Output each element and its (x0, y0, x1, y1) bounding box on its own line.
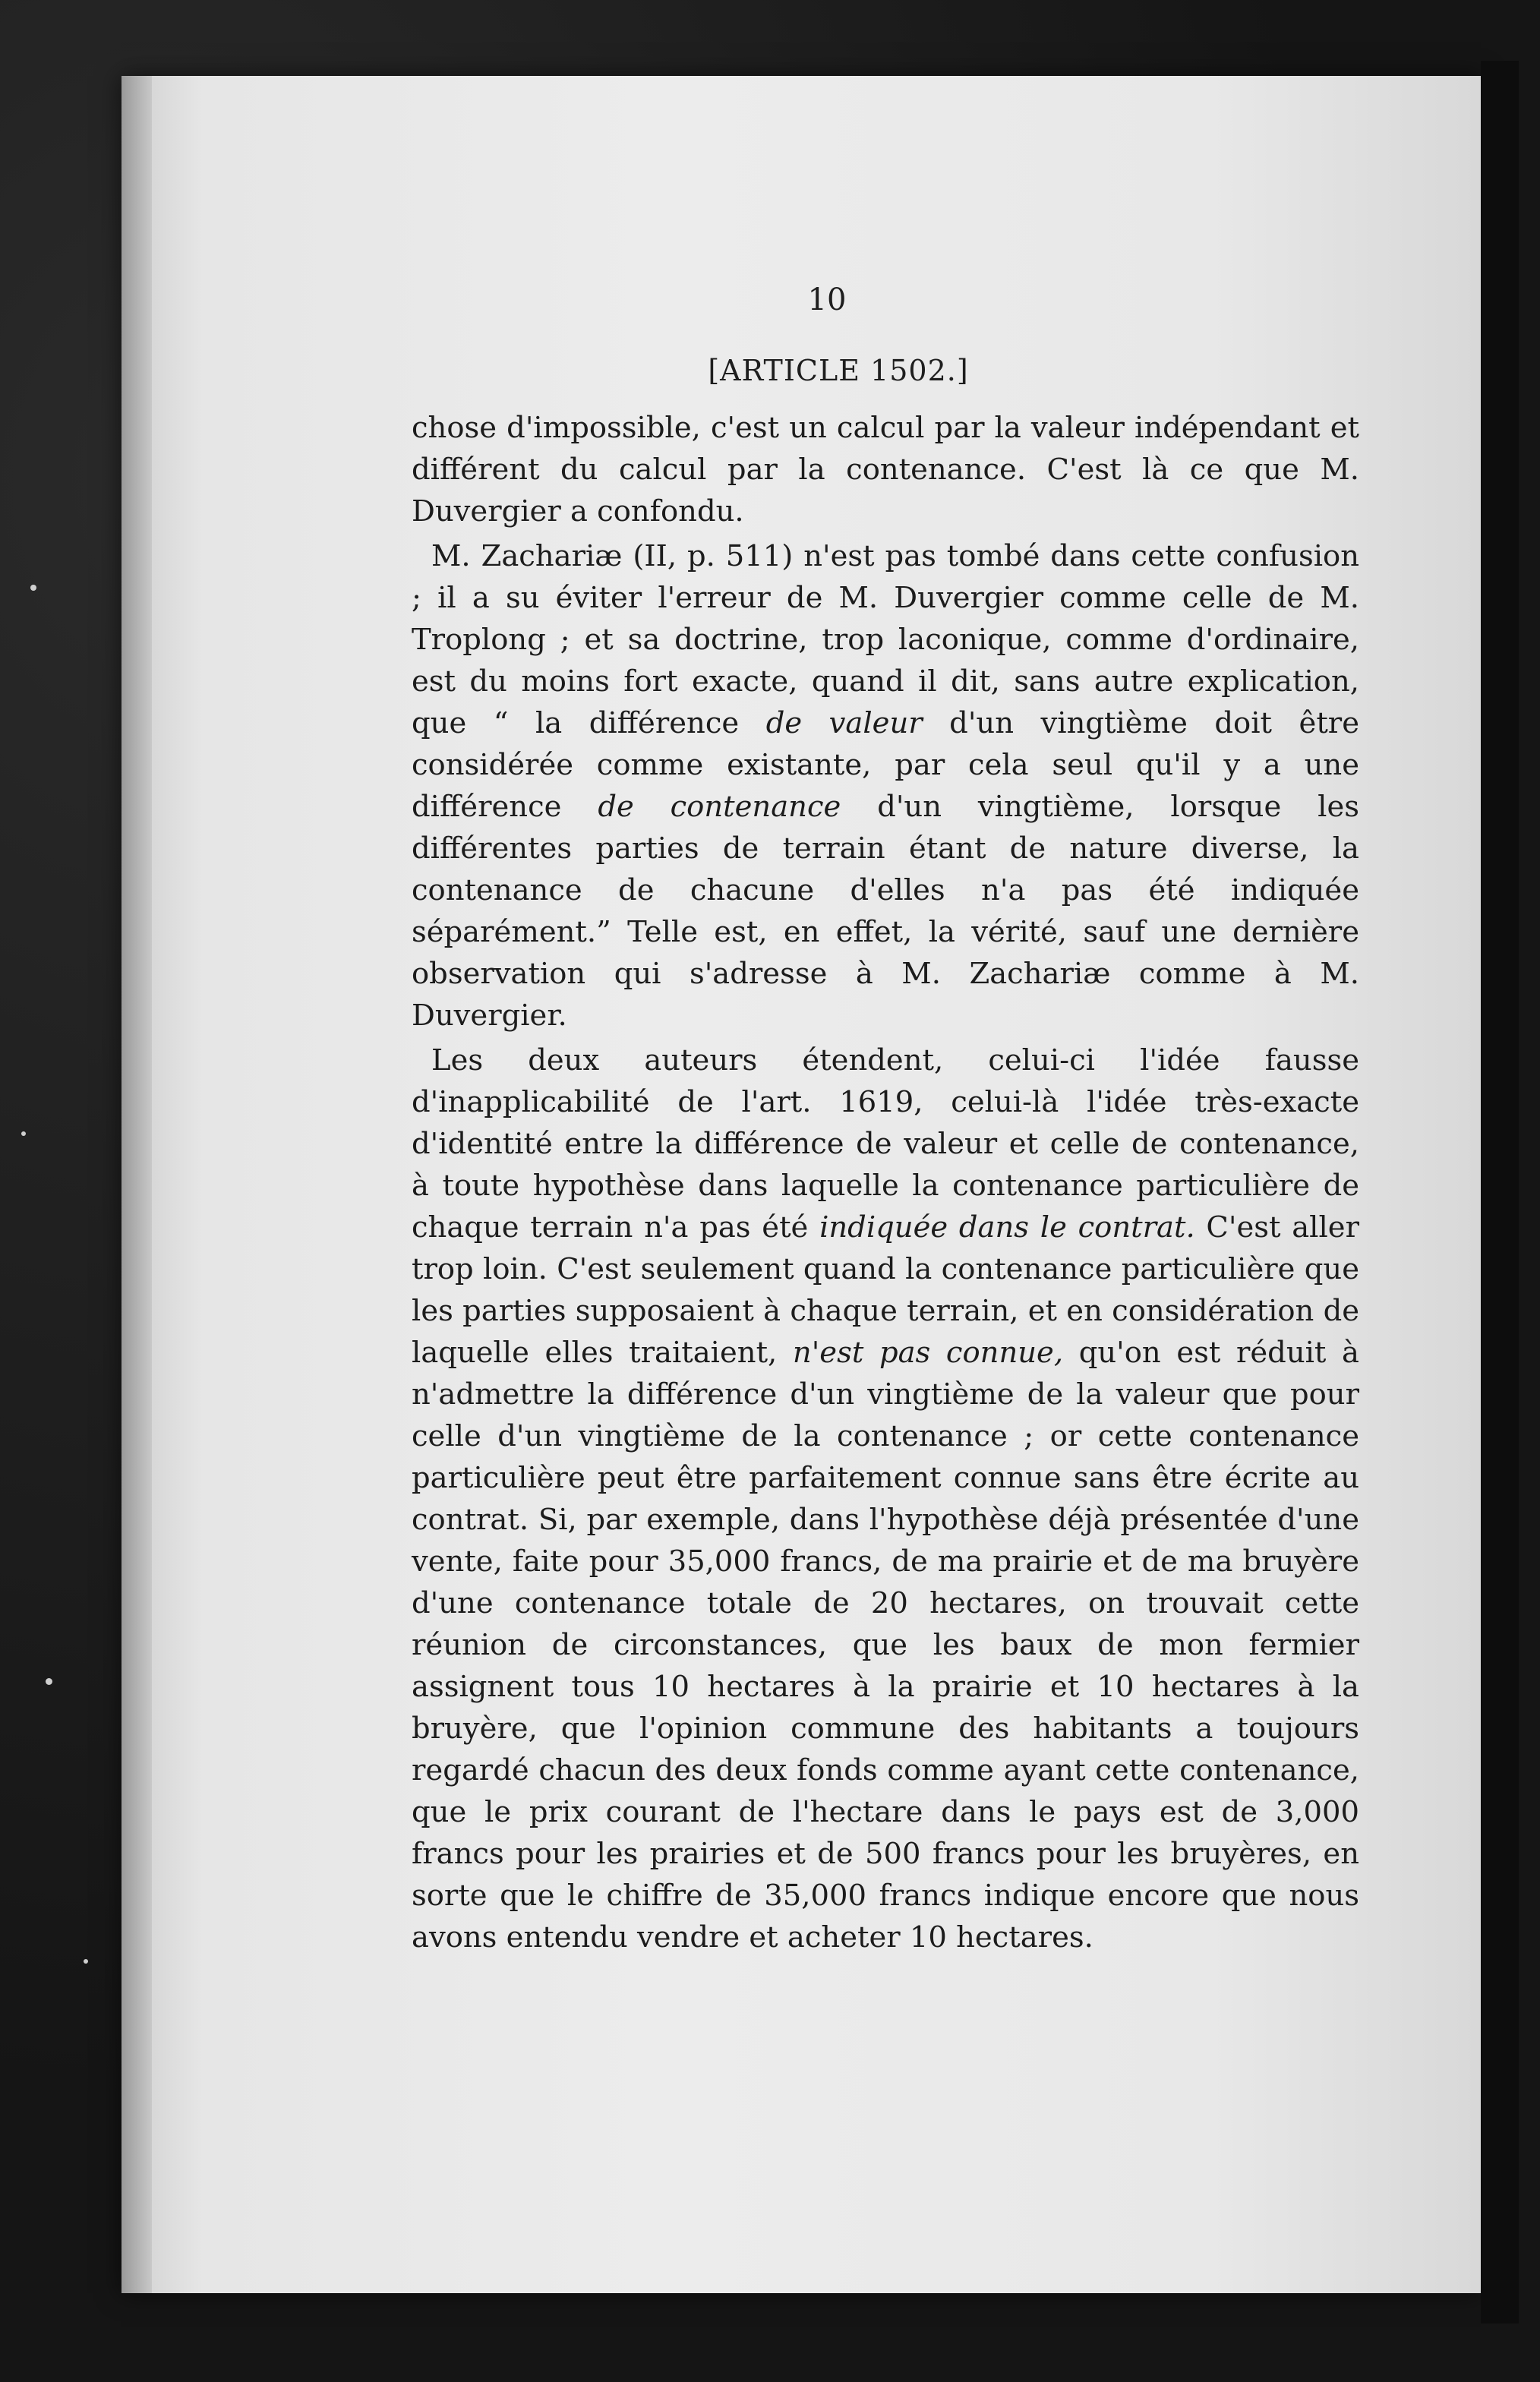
paragraph-2-text-a: M. Zachariæ (II, p. 511) n'est pas tombé dans cette confusion ; il a su éviter l'erreur de M. Duvergier comme celle de M. Troplong ; et sa doctrine, trop laconique, comme d'ordinaire, est du moins fort exacte, quand il dit, sans autre explication, que “ la différence (412, 539, 1359, 740)
dust-speck (84, 1959, 88, 1964)
paragraph-2-emphasis-2: de contenance (598, 790, 841, 824)
paragraph-1 (412, 407, 1359, 532)
paragraph-3-text-a: Les deux auteurs étendent, celui-ci l'idée fausse d'inapplicabilité de l'art. 1619, celui-là l'idée très-exacte d'identité entre la différence de valeur et celle de contenance, à toute hypothèse dans laquelle la contenance particulière de chaque terrain n'a pas été (412, 1043, 1359, 1245)
paragraph-3 (412, 1040, 1359, 1958)
dust-speck (30, 585, 36, 591)
page-shadow (1481, 61, 1519, 2324)
dust-speck (46, 1678, 52, 1685)
page-number: 10 (807, 282, 847, 317)
paragraph-2-text-c: d'un vingtième, lorsque les différentes parties de terrain étant de nature diverse, la contenance de chacune d'elles n'a pas été indiquée séparément.” Telle est, en effet, la vérité, sauf une dernière observation qui s'adresse à M. Zachariæ comme à M. Duvergier. (412, 790, 1359, 1033)
paragraph-2-emphasis-1: de valeur (765, 706, 923, 740)
running-head: [ARTICLE 1502.] (708, 354, 969, 387)
paragraph-3-emphasis-2: n'est pas connue, (792, 1336, 1064, 1370)
body-text (412, 407, 1359, 1958)
paragraph-2-text-b: d'un vingtième doit être considérée comme existante, par cela seul qu'il y a une différence (412, 706, 1359, 824)
paragraph-2 (412, 535, 1359, 1036)
paragraph-3-emphasis-1: indiquée dans le contrat. (819, 1210, 1195, 1245)
page-gutter (121, 76, 152, 2293)
dust-speck (21, 1131, 26, 1136)
paragraph-1-text: chose d'impossible, c'est un calcul par la valeur indépendant et différent du calcul par la contenance. C'est là ce que M. Duvergier a confondu. (412, 411, 1359, 528)
paragraph-3-text-b: C'est aller trop loin. C'est seulement quand la contenance particulière que les parties supposaient à chaque terrain, et en considération de laquelle elles traitaient, (412, 1210, 1359, 1370)
paragraph-3-text-c: qu'on est réduit à n'admettre la différence d'un vingtième de la valeur que pour celle d'un vingtième de la contenance ; or cette contenance particulière peut être parfaitement connue sans être écrite au contrat. Si, par exemple, dans l'hypothèse déjà présentée d'une vente, faite pour 35,000 francs, de ma prairie et de ma bruyère d'une contenance totale de 20 hectares, on trouvait cette réunion de circonstances, que les baux de mon fermier assignent tous 10 hectares à la prairie et 10 hectares à la bruyère, que l'opinion commune des habitants a toujours regardé chacun des deux fonds comme ayant cette contenance, que le prix courant de l'hectare dans le pays est de 3,000 francs pour les prairies et de 500 francs pour les bruyères, en sorte que le chiffre de 35,000 francs indique encore que nous avons entendu vendre et acheter 10 hectares. (412, 1336, 1359, 1955)
